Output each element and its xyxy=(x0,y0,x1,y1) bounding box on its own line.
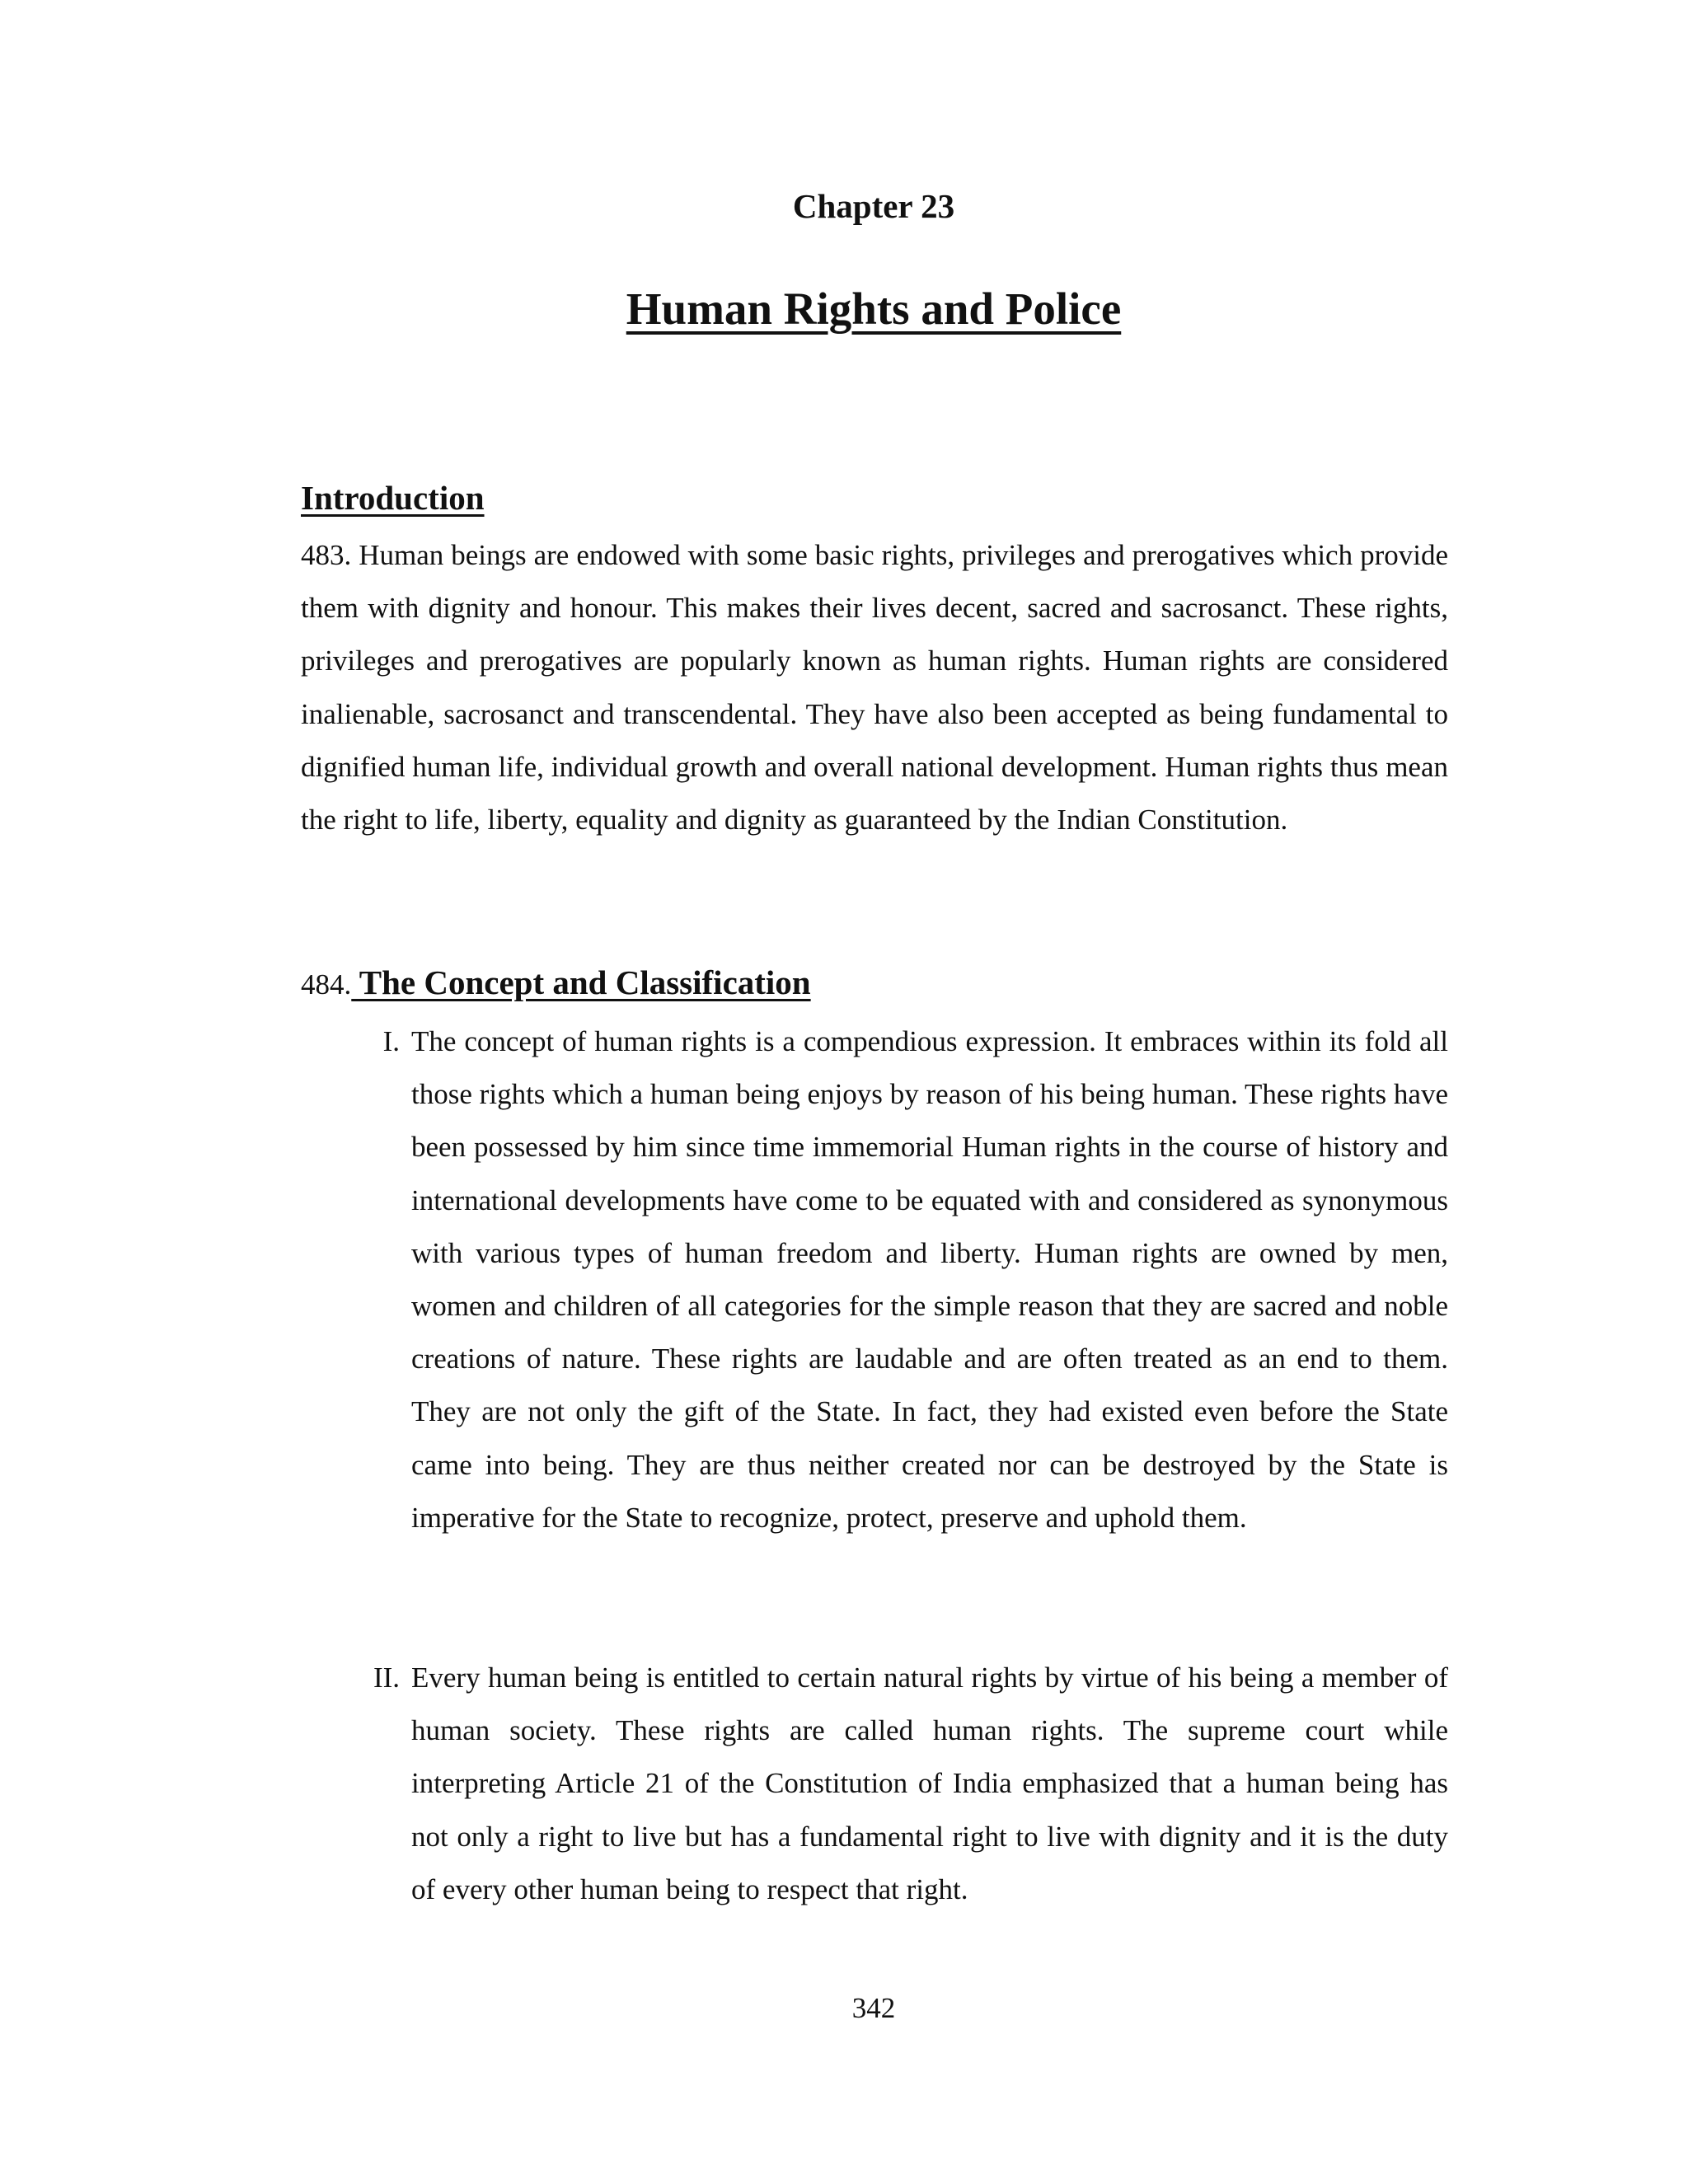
page-number: 342 xyxy=(851,1992,896,2024)
list-item-text: Every human being is entitled to certain natural rights by virtue of his being a member of human society. These rights are called human rights. The supreme court while interpreting Article 21 of the Constitution of India emphasized that a human being has not only a right to live but has a fundamental right to live with dignity and it is the duty of every other human being to respect that right. xyxy=(411,1661,1448,1905)
list-marker: I. xyxy=(382,1025,400,1057)
introduction-heading: Introduction xyxy=(301,479,485,517)
list-item-text: The concept of human rights is a compendious expression. It embraces within its fold all those rights which a human being enjoys by reason of his being human. These rights have been possessed by him since time immemorial Human rights in the course of history and international developments have come to be equated with and considered as synonymous with various types of human freedom and liberty. Human rights are owned by men, women and children of all categories for the simple reason that they are sacred and noble creations of nature. These rights are laudable and are often treated as an end to them. They are not only the gift of the State. In fact, they had existed even before the State came into being. They are thus neither created nor can be destroyed by the State is imperative for the State to recognize, protect, preserve and uphold them. xyxy=(411,1025,1448,1534)
concept-section-number: 484. xyxy=(301,968,352,1001)
list-marker: II. xyxy=(373,1661,400,1694)
chapter-title: Human Rights and Police xyxy=(626,284,1122,334)
chapter-label: Chapter 23 xyxy=(792,187,955,225)
introduction-paragraph: 483. Human beings are endowed with some basic rights, privileges and prerogatives which provide them with dignity and honour. This makes their lives decent, sacred and sacrosanct. These rights, privileges and prerogatives are popularly known as human rights. Human rights are considered inalienable, sacrosanct and transcendental. They have also been accepted as being fundamental to dignified human life, individual growth and overall national development. Human rights thus mean the right to life, liberty, equality and dignity as guaranteed by the Indian Constitution. xyxy=(301,539,1448,837)
concept-heading: The Concept and Classification xyxy=(351,963,811,1001)
concept-heading-line xyxy=(301,958,811,1010)
